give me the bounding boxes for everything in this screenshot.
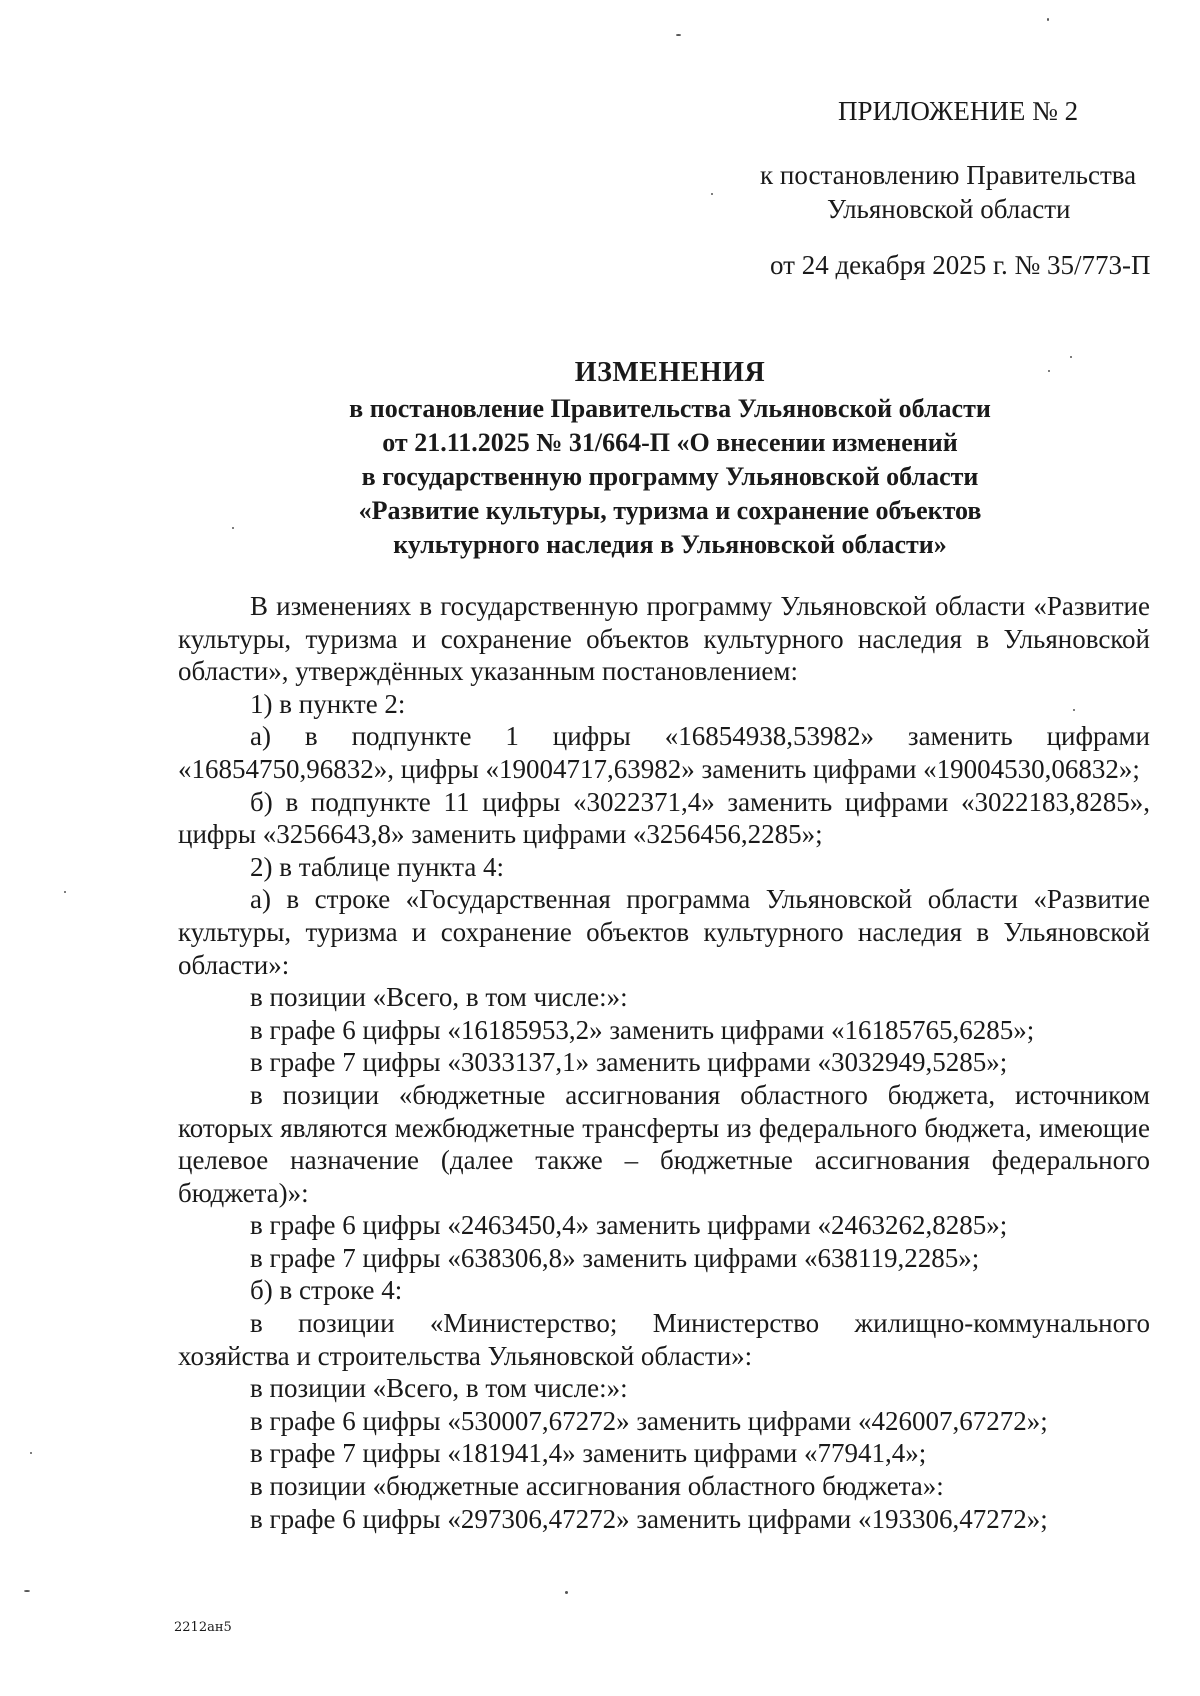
paragraph: в графе 6 цифры «16185953,2» заменить цифрами «16185765,6285»; [250, 1014, 1035, 1045]
paragraph: а) в подпункте 1 цифры «16854938,53982» заменить цифрами «16854750,96832», цифры «19004717,63982» заменить цифрами «19004530,06832»; [178, 721, 1150, 784]
paragraph: 2) в таблице пункта 4: [250, 851, 505, 882]
scan-speck [711, 193, 713, 195]
resolution-reference-line-2: Ульяновской области [827, 194, 1071, 224]
paragraph: в позиции «Министерство; Министерство жилищно-коммунального хозяйства и строительства Ульяновской области»: [178, 1308, 1150, 1371]
scan-speck [232, 527, 234, 529]
title-line: в государственную программу Ульяновской области [361, 462, 979, 491]
paragraph: в позиции «бюджетные ассигнования областного бюджета»: [250, 1471, 944, 1502]
paragraph: в позиции «Всего, в том числе:»: [250, 1373, 628, 1404]
paragraph: в графе 7 цифры «181941,4» заменить цифрами «77941,4»; [250, 1438, 927, 1469]
paragraph: в графе 7 цифры «3033137,1» заменить цифрами «3032949,5285»; [250, 1047, 1008, 1078]
title-line: культурного наследия в Ульяновской области» [393, 530, 947, 559]
document-title [160, 356, 1180, 562]
paragraph: в графе 6 цифры «530007,67272» заменить цифрами «426007,67272»; [250, 1405, 1048, 1436]
resolution-date-number: от 24 декабря 2025 г. № 35/773-П [770, 250, 1151, 280]
document-code: 2212ан5 [174, 1620, 232, 1635]
scan-speck [1070, 356, 1072, 358]
scan-speck [24, 1590, 30, 1592]
paragraph: в графе 7 цифры «638306,8» заменить цифрами «638119,2285»; [250, 1242, 980, 1273]
scan-speck [676, 34, 681, 36]
scan-speck [1073, 709, 1075, 711]
scan-speck [1047, 18, 1049, 21]
paragraph: в графе 6 цифры «2463450,4» заменить цифрами «2463262,8285»; [250, 1210, 1008, 1241]
scan-speck [565, 1591, 568, 1594]
attachment-number: ПРИЛОЖЕНИЕ № 2 [838, 96, 1079, 126]
paragraph: в позиции «Всего, в том числе:»: [250, 982, 628, 1013]
scan-speck [30, 1452, 32, 1454]
paragraph: б) в подпункте 11 цифры «3022371,4» заменить цифрами «3022183,8285», цифры «3256643,8» заменить цифрами «3256456,2285»; [178, 786, 1150, 850]
paragraph: в позиции «бюджетные ассигнования областного бюджета, источником которых являются межбюджетные трансферты из федерального бюджета, имеющие целевое назначение (далее также – бюджетные ассигнования федерального бюджета)»: [178, 1079, 1150, 1208]
title-line: от 21.11.2025 № 31/664-П «О внесении изменений [382, 428, 958, 457]
title-line: «Развитие культуры, туризма и сохранение объектов [358, 496, 982, 525]
scan-speck [1048, 370, 1050, 372]
scan-speck [64, 891, 66, 893]
resolution-reference-line-1: к постановлению Правительства [760, 160, 1137, 190]
paragraph: В изменениях в государственную программу Ульяновской области «Развитие культуры, туризма и сохранение объектов культурного наследия в Ульяновской области», утверждённых указанным постановлением: [178, 591, 1150, 687]
document-body [178, 590, 1150, 1535]
paragraph: 1) в пункте 2: [250, 688, 406, 719]
paragraph: а) в строке «Государственная программа Ульяновской области «Развитие культуры, туризма и сохранение объектов культурного наследия в Ульяновской области»: [178, 884, 1150, 980]
paragraph: б) в строке 4: [250, 1275, 403, 1306]
paragraph: в графе 6 цифры «297306,47272» заменить цифрами «193306,47272»; [250, 1503, 1048, 1534]
title-main: ИЗМЕНЕНИЯ [574, 357, 766, 388]
title-line: в постановление Правительства Ульяновской области [349, 394, 991, 423]
